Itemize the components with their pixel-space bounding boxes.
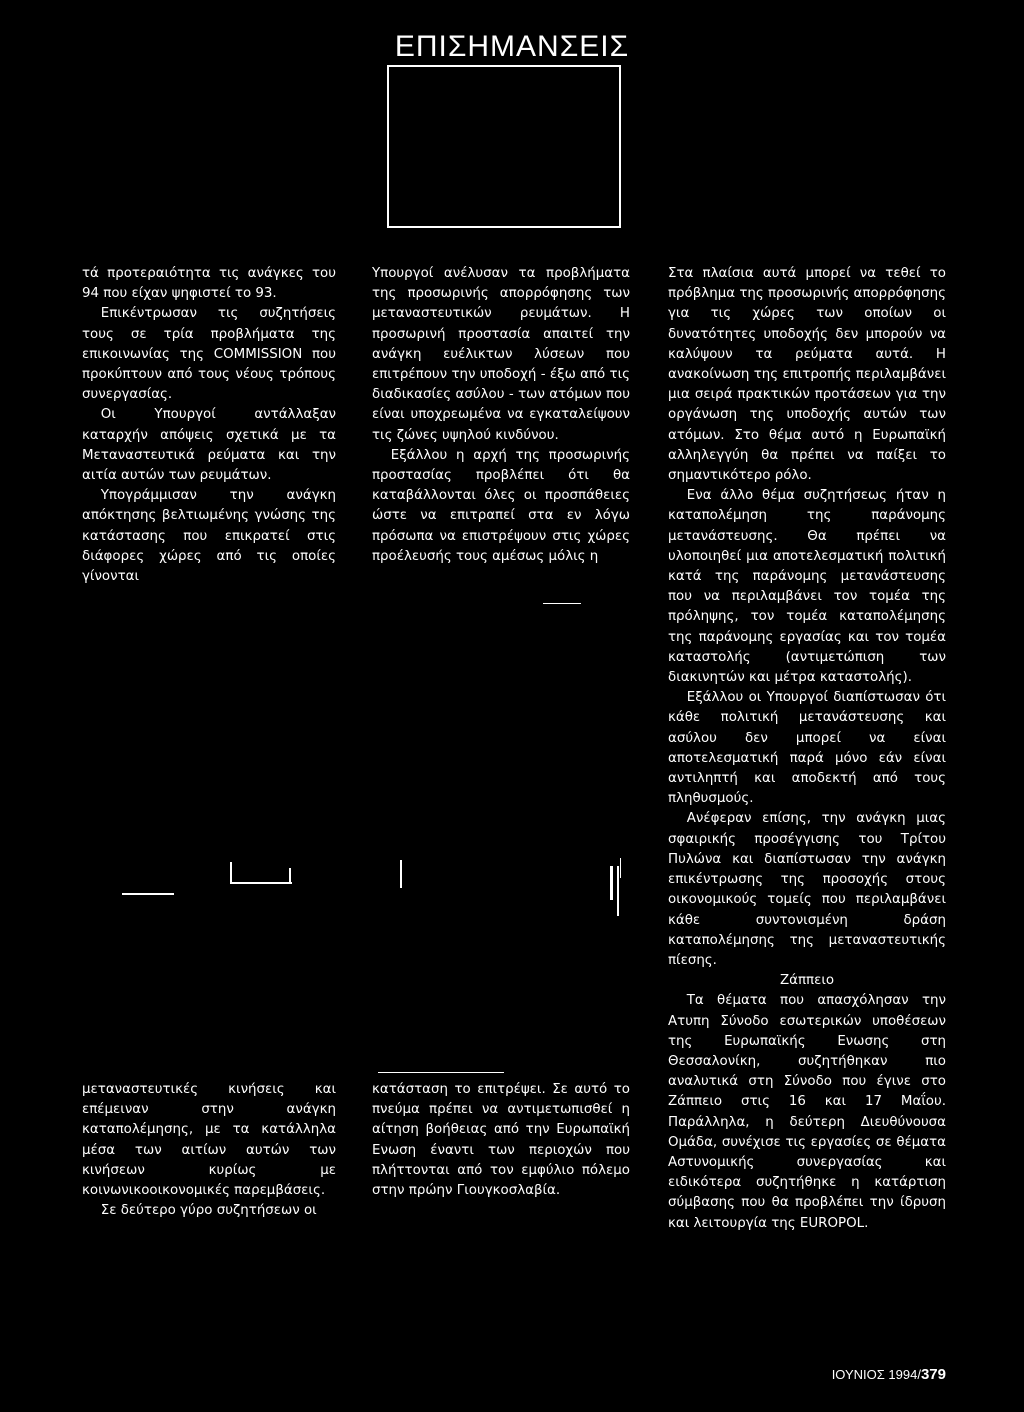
divider-line [400, 860, 402, 888]
column-2-top [372, 264, 630, 567]
paragraph: Στα πλαίσια αυτά μπορεί να τεθεί το πρόβλημα της προσωρινής απορρόφησης για τις χώρες των οποίων οι δυνατότητες υποδοχής δεν μπορούν να καλύψουν τα ρεύματα αυτά. Η ανακοίνωση της επιτροπής περιλαμβάνει μια σειρά πρακτικών προτάσεων για την οργάνωση της υποδοχής αυτών των ατόμων. Στο θέμα αυτό η Ευρωπαϊκή αλληλεγγύη θα πρέπει να παίξει το σημαντικότερο ρόλο. [668, 266, 946, 484]
paragraph: Τα θέματα που απασχόλησαν την Ατυπη Σύνοδο εσωτερικών υποθέσεων της Ευρωπαϊκής Ενωσης στη Θεσσαλονίκη, συζητήθηκαν πιο αναλυτικά στη Σύνοδο που έγινε στο Ζάππειο στις 16 και 17 Μαΐου. Παράλληλα, η δεύτερη Διευθύνουσα Ομάδα, συνέχισε τις εργασίες σε θέματα Αστυνομικής συνεργασίας και ειδικότερα συζητήθηκε η κατάρτιση σύμβασης που θα προβλέπει την ίδρυση και λειτουργία της EUROPOL. [668, 993, 946, 1231]
divider-line [620, 858, 621, 878]
photo-placeholder-frame [387, 65, 621, 228]
paragraph: Εξάλλου η αρχή της προσωρινής προστασίας προβλέπει ότι θα καταβάλλονται όλες οι προσπάθειες ώστε να επιτραπεί στα εν λόγω πρόσωπα να επιστρέψουν στις χώρες προέλευσής τους αμέσως μόλις η [372, 447, 630, 564]
page-footer [832, 1366, 946, 1383]
paragraph: Επικέντρωσαν τις συζητήσεις τους σε τρία προβλήματα της επικοινωνίας της COMMISSION που προκύπτουν από τους νέους τρόπους συνεργασίας. [82, 306, 336, 403]
footer-issue: ΙΟΥΝΙΟΣ 1994/ [831, 1367, 921, 1382]
divider-line [122, 893, 174, 895]
column-3 [668, 264, 946, 1234]
page-number: 379 [920, 1366, 946, 1383]
paragraph: Ενα άλλο θέμα συζητήσεως ήταν η καταπολέμηση της παράνομης μετανάστευσης. Θα πρέπει να υλοποιηθεί μια αποτελεσματική πολιτική κατά της παράνομης μετανάστευσης που να περιλαμβάνει τον τομέα της πρόληψης, τον τομέα καταπολέμησης της παράνομης εργασίας και τον τομέα καταστολής (αντιμετώπιση των διακινητών και μέτρα καταστολής). [668, 488, 946, 686]
divider-line [610, 866, 613, 900]
paragraph: κατάσταση το επιτρέψει. Σε αυτό το πνεύμα πρέπει να αντιμετωπισθεί η αίτηση βοήθειας από την Ευρωπαϊκή Ενωση έναντι των περιοχών που πλήττονται από τον εμφύλιο πόλεμο στην πρώην Γιουγκοσλαβία. [372, 1082, 630, 1199]
divider-line [617, 866, 619, 916]
paragraph: Οι Υπουργοί αντάλλαξαν καταρχήν απόψεις σχετικά με τα Μεταναστευτικά ρεύματα και την αιτία αυτών των ρευμάτων. [82, 407, 336, 484]
divider-line [543, 603, 581, 604]
column-1-top [82, 264, 336, 587]
divider-line [230, 862, 232, 882]
paragraph: τά προτεραιότητα τις ανάγκες του 94 που είχαν ψηφιστεί το 93. [82, 266, 336, 302]
paragraph: Ανέφεραν επίσης, την ανάγκη μιας σφαιρικής προσέγγισης του Τρίτου Πυλώνα και διαπίστωσαν την ανάγκη επικέντρωσης της προσοχής στους οικονομικούς τομείς που περιλαμβάνει κάθε συντονισμένη δράση καταπολέμησης της μεταναστευτικής πίεσης. [668, 811, 946, 968]
divider-line [230, 882, 292, 884]
column-2-bottom [372, 1080, 630, 1201]
divider-line [289, 868, 291, 884]
column-1-bottom [82, 1080, 336, 1221]
divider-line [378, 1072, 504, 1073]
subheading: Ζάππειο [779, 973, 835, 989]
paragraph: Υπουργοί ανέλυσαν τα προβλήματα της προσωρινής απορρόφησης των μεταναστευτικών ρευμάτων. Η προσωρινή προστασία απαιτεί την ανάγκη ευέλικτων λύσεων που επιτρέπουν την υποδοχή - έξω από τις διαδικασίες ασύλου - των ατόμων που είναι υποχρεωμένα να εγκαταλείψουν τις ζώνες υψηλού κινδύνου. [372, 266, 630, 443]
paragraph: Εξάλλου οι Υπουργοί διαπίστωσαν ότι κάθε πολιτική μετανάστευσης και ασύλου δεν μπορεί να είναι αποτελεσματική παρά μόνο εάν είναι αντιληπτή και αποδεκτή από τους πληθυσμούς. [668, 690, 946, 807]
paragraph: Υπογράμμισαν την ανάγκη απόκτησης βελτιωμένης γνώσης της κατάστασης που επικρατεί στις διάφορες χώρες από τις οποίες γίνονται [82, 488, 336, 585]
section-title: ΕΠΙΣΗΜΑΝΣΕΙΣ [394, 30, 630, 63]
paragraph: Σε δεύτερο γύρο συζητήσεων οι [100, 1203, 317, 1219]
paragraph: μεταναστευτικές κινήσεις και επέμειναν στην ανάγκη καταπολέμησης, με τα κατάλληλα μέσα των αιτίων αυτών των κινήσεων κυρίως με κοινωνικοοικονομικές παρεμβάσεις. [82, 1082, 336, 1199]
